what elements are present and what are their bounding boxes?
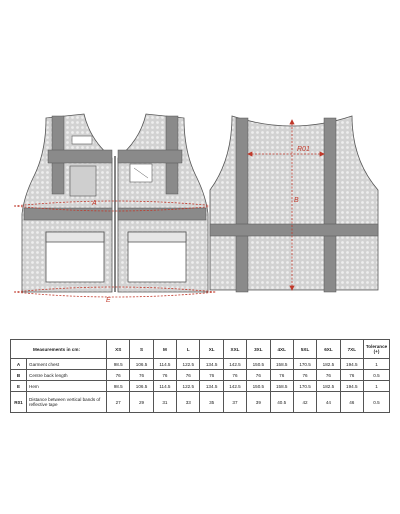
row-code: R01 [11,392,27,413]
back-right-vertical-tape [324,118,336,292]
header-size: 7XL [340,340,363,359]
header-size: 3XL [247,340,270,359]
header-size: M [153,340,176,359]
header-tolerance: Tolerance (+) [364,340,390,359]
cell: 42 [293,392,316,413]
cell: 98.5 [107,359,130,370]
cell: 122.5 [177,359,200,370]
row-code: B [11,370,27,381]
cell-tolerance: 1 [364,381,390,392]
cell: 170.5 [293,381,316,392]
id-card-pocket [72,136,92,144]
row-label: Centre back length [27,370,107,381]
cell: 158.5 [270,359,293,370]
vest-back-view [210,116,378,292]
cell: 194.5 [340,359,363,370]
header-size: 6XL [317,340,340,359]
vest-front-view [14,114,216,304]
cell: 35 [200,392,223,413]
header-measurements: Measurements in cm: [11,340,107,359]
label-r01: R01 [297,146,310,153]
table-row [11,392,390,413]
table-row [11,359,390,370]
cell: 44 [317,392,340,413]
cell: 76 [177,370,200,381]
phone-pocket [70,166,96,196]
cell-tolerance: 0.5 [364,370,390,381]
cell: 31 [153,392,176,413]
row-code: E [11,381,27,392]
cell: 106.5 [130,359,153,370]
header-size: XL [200,340,223,359]
cell: 76 [223,370,246,381]
cell: 46 [340,392,363,413]
cell: 37 [223,392,246,413]
cell: 142.5 [223,359,246,370]
table-row [11,381,390,392]
cell: 150.5 [247,359,270,370]
cell: 170.5 [293,359,316,370]
table-header-row [11,340,390,359]
cell: 134.5 [200,359,223,370]
cell: 122.5 [177,381,200,392]
size-chart-table [10,339,390,413]
table-row [11,370,390,381]
cell: 40.5 [270,392,293,413]
right-pocket-flap [128,232,186,242]
row-label: Hem [27,381,107,392]
cell: 98.5 [107,381,130,392]
cell: 182.5 [317,381,340,392]
front-left-chest-tape [48,150,112,163]
cell: 158.5 [270,381,293,392]
cell: 106.5 [130,381,153,392]
cell-tolerance: 0.5 [364,392,390,413]
front-right-chest-tape [118,150,182,163]
cell: 76 [247,370,270,381]
cell: 76 [340,370,363,381]
header-size: XXL [223,340,246,359]
back-left-vertical-tape [236,118,248,292]
cell: 76 [200,370,223,381]
cell: 142.5 [223,381,246,392]
cell: 114.5 [153,381,176,392]
cell: 76 [153,370,176,381]
cell: 39 [247,392,270,413]
label-a: A [92,200,97,207]
cell-tolerance: 1 [364,359,390,370]
header-size: 5XL [293,340,316,359]
cell: 194.5 [340,381,363,392]
row-label: Garment chest [27,359,107,370]
header-size: XS [107,340,130,359]
header-size: L [177,340,200,359]
cell: 182.5 [317,359,340,370]
label-b: B [294,197,299,204]
back-waist-tape [210,224,378,236]
label-e: E [106,297,111,304]
row-code: A [11,359,27,370]
cell: 76 [317,370,340,381]
cell: 33 [177,392,200,413]
cell: 76 [130,370,153,381]
cell: 76 [107,370,130,381]
cell: 29 [130,392,153,413]
cell: 76 [293,370,316,381]
header-size: 4XL [270,340,293,359]
cell: 76 [270,370,293,381]
left-pocket-flap [46,232,104,242]
cell: 150.5 [247,381,270,392]
cell: 27 [107,392,130,413]
header-size: S [130,340,153,359]
cell: 114.5 [153,359,176,370]
cell: 134.5 [200,381,223,392]
row-label: Distance between vertical bands of reflective tape [27,392,107,413]
